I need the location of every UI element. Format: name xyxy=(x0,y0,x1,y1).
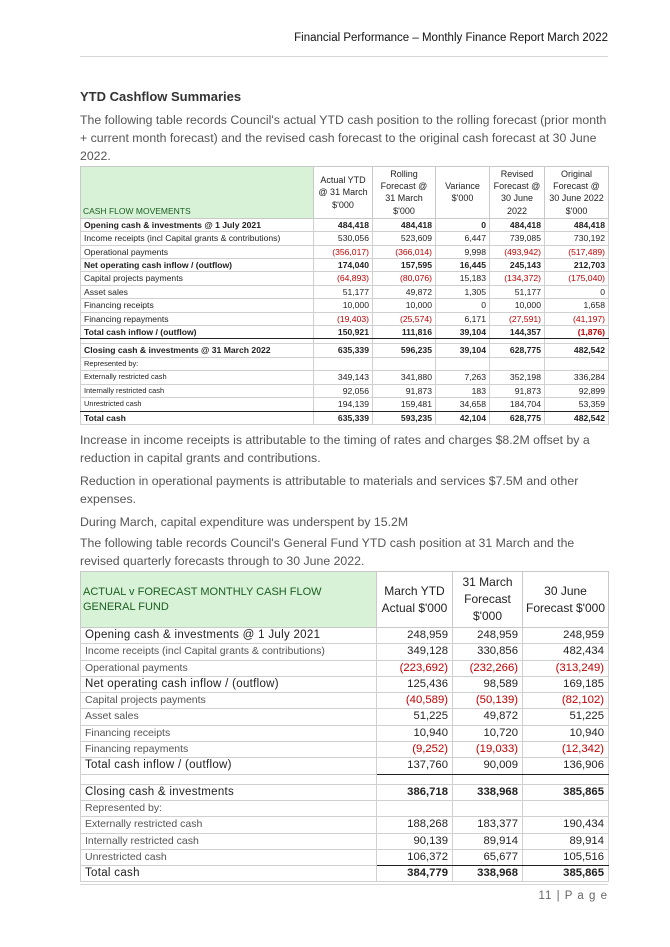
row-label: Internally restricted cash xyxy=(81,833,377,849)
row-label: Net operating cash inflow / (outflow) xyxy=(81,259,314,272)
table1-col-header: Actual YTD @ 31 March $'000 xyxy=(314,167,373,219)
value-cell: (12,342) xyxy=(523,742,609,758)
value-cell xyxy=(523,800,609,816)
table-row xyxy=(81,849,609,865)
intro-paragraph: The following table records Council's actual YTD cash position to the rolling forecast (prior month + current month forecast) and the revised cash forecast to the original cash forecast at 30 June 2022. xyxy=(80,113,607,163)
value-cell: (41,197) xyxy=(545,312,609,325)
value-cell xyxy=(373,357,436,370)
value-cell: 39,104 xyxy=(436,326,490,339)
value-cell: 125,436 xyxy=(377,676,453,692)
row-label: Financing repayments xyxy=(81,742,377,758)
table-row xyxy=(81,259,609,272)
row-label: Financing repayments xyxy=(81,312,314,325)
spacer-cell xyxy=(377,774,453,784)
value-cell: 51,225 xyxy=(377,709,453,725)
value-cell: 484,418 xyxy=(314,218,373,231)
value-cell: 16,445 xyxy=(436,259,490,272)
value-cell: 10,000 xyxy=(314,299,373,312)
table1-col-header: Rolling Forecast @ 31 March $'000 xyxy=(373,167,436,219)
value-cell: 92,056 xyxy=(314,384,373,397)
value-cell xyxy=(453,800,523,816)
value-cell: 49,872 xyxy=(373,285,436,298)
section-title: YTD Cashflow Summaries xyxy=(80,89,242,104)
value-cell: (366,014) xyxy=(373,245,436,258)
value-cell: 15,183 xyxy=(436,272,490,285)
row-label: Financing receipts xyxy=(81,299,314,312)
value-cell: (40,589) xyxy=(377,693,453,709)
income-paragraph: Increase in income receipts is attributable to the timing of rates and charges $8.2M offset by a reduction in capital grants and contributions. xyxy=(80,433,590,465)
row-label: Capital projects payments xyxy=(81,272,314,285)
value-cell xyxy=(545,357,609,370)
value-cell: 593,235 xyxy=(373,411,436,424)
value-cell: 39,104 xyxy=(436,344,490,357)
row-label: Externally restricted cash xyxy=(81,371,314,384)
value-cell: 174,040 xyxy=(314,259,373,272)
row-label: Asset sales xyxy=(81,285,314,298)
value-cell: 730,192 xyxy=(545,232,609,245)
value-cell: 1,658 xyxy=(545,299,609,312)
value-cell: 188,268 xyxy=(377,817,453,833)
table-row xyxy=(81,357,609,370)
table-row xyxy=(81,676,609,692)
table-row xyxy=(81,272,609,285)
value-cell: (50,139) xyxy=(453,693,523,709)
value-cell: 98,589 xyxy=(453,676,523,692)
value-cell: 105,516 xyxy=(523,849,609,865)
value-cell: 183 xyxy=(436,384,490,397)
value-cell: 9,998 xyxy=(436,245,490,258)
table1-label: CASH FLOW MOVEMENTS xyxy=(81,167,314,219)
value-cell: 635,339 xyxy=(314,344,373,357)
value-cell: 184,704 xyxy=(490,398,545,411)
table-row xyxy=(81,245,609,258)
table-row xyxy=(81,628,609,644)
value-cell: (82,102) xyxy=(523,693,609,709)
table-row xyxy=(81,644,609,660)
value-cell: 51,225 xyxy=(523,709,609,725)
value-cell: 352,198 xyxy=(490,371,545,384)
value-cell: 10,720 xyxy=(453,725,523,741)
header-divider xyxy=(80,56,608,57)
row-label: Total cash xyxy=(81,411,314,424)
table-row xyxy=(81,693,609,709)
value-cell: 739,085 xyxy=(490,232,545,245)
row-label: Opening cash & investments @ 1 July 2021 xyxy=(81,218,314,231)
value-cell: (80,076) xyxy=(373,272,436,285)
value-cell: (223,692) xyxy=(377,660,453,676)
value-cell: 212,703 xyxy=(545,259,609,272)
row-label: Financing receipts xyxy=(81,725,377,741)
value-cell: 385,865 xyxy=(523,866,609,882)
row-label: Operational payments xyxy=(81,660,377,676)
table-row xyxy=(81,725,609,741)
value-cell: 482,542 xyxy=(545,411,609,424)
value-cell: 136,906 xyxy=(523,758,609,774)
value-cell: 34,658 xyxy=(436,398,490,411)
table2-col-header: March YTD Actual $'000 xyxy=(377,572,453,628)
value-cell: 89,914 xyxy=(453,833,523,849)
footer-divider xyxy=(80,884,608,885)
value-cell: 159,481 xyxy=(373,398,436,411)
table-row xyxy=(81,866,609,882)
value-cell: 10,940 xyxy=(377,725,453,741)
value-cell: 248,959 xyxy=(523,628,609,644)
row-label: Unrestricted cash xyxy=(81,398,314,411)
value-cell: 0 xyxy=(436,218,490,231)
value-cell: 341,880 xyxy=(373,371,436,384)
value-cell: (493,942) xyxy=(490,245,545,258)
value-cell: 111,816 xyxy=(373,326,436,339)
value-cell: 65,677 xyxy=(453,849,523,865)
spacer-cell xyxy=(523,774,609,784)
value-cell: (19,403) xyxy=(314,312,373,325)
value-cell: (19,033) xyxy=(453,742,523,758)
value-cell xyxy=(436,357,490,370)
value-cell: 6,171 xyxy=(436,312,490,325)
row-label: Internally restricted cash xyxy=(81,384,314,397)
value-cell xyxy=(314,357,373,370)
table-row xyxy=(81,411,609,424)
value-cell: (9,252) xyxy=(377,742,453,758)
spacer-cell xyxy=(453,774,523,784)
table-row xyxy=(81,742,609,758)
general-fund-cashflow-table xyxy=(80,571,609,882)
value-cell: (232,266) xyxy=(453,660,523,676)
table-row xyxy=(81,371,609,384)
value-cell: 51,177 xyxy=(314,285,373,298)
table-row xyxy=(81,784,609,800)
value-cell: 51,177 xyxy=(490,285,545,298)
value-cell: 106,372 xyxy=(377,849,453,865)
row-label: Net operating cash inflow / (outflow) xyxy=(81,676,377,692)
operational-paragraph: Reduction in operational payments is attributable to materials and services $7.5M and other expenses. xyxy=(80,474,579,506)
value-cell: 384,779 xyxy=(377,866,453,882)
table-row xyxy=(81,384,609,397)
value-cell: 190,434 xyxy=(523,817,609,833)
value-cell: 10,000 xyxy=(490,299,545,312)
table-row xyxy=(81,312,609,325)
value-cell: 482,434 xyxy=(523,644,609,660)
value-cell: (1,876) xyxy=(545,326,609,339)
value-cell: 386,718 xyxy=(377,784,453,800)
table-row xyxy=(81,344,609,357)
value-cell: (27,591) xyxy=(490,312,545,325)
value-cell: 248,959 xyxy=(377,628,453,644)
page-number: 11 | P a g e xyxy=(538,890,608,902)
value-cell: 330,856 xyxy=(453,644,523,660)
value-cell: 89,914 xyxy=(523,833,609,849)
value-cell: (134,372) xyxy=(490,272,545,285)
value-cell: 635,339 xyxy=(314,411,373,424)
value-cell: (175,040) xyxy=(545,272,609,285)
row-label: Represented by: xyxy=(81,800,377,816)
value-cell: 484,418 xyxy=(545,218,609,231)
value-cell: 183,377 xyxy=(453,817,523,833)
value-cell: 0 xyxy=(545,285,609,298)
value-cell: 137,760 xyxy=(377,758,453,774)
value-cell: (25,574) xyxy=(373,312,436,325)
spacer-cell xyxy=(81,774,377,784)
value-cell: 1,305 xyxy=(436,285,490,298)
page-header: Financial Performance – Monthly Finance Report March 2022 xyxy=(294,32,608,44)
value-cell: 628,775 xyxy=(490,344,545,357)
value-cell: 6,447 xyxy=(436,232,490,245)
value-cell: 10,940 xyxy=(523,725,609,741)
value-cell: 596,235 xyxy=(373,344,436,357)
value-cell: 10,000 xyxy=(373,299,436,312)
table2-intro-paragraph: The following table records Council's General Fund YTD cash position at 31 March and the revised quarterly forecasts through to 30 June 2022. xyxy=(80,536,575,568)
value-cell: 42,104 xyxy=(436,411,490,424)
row-label: Closing cash & investments @ 31 March 2022 xyxy=(81,344,314,357)
value-cell: 194,139 xyxy=(314,398,373,411)
cashflow-movements-table xyxy=(80,166,609,425)
value-cell: 530,056 xyxy=(314,232,373,245)
value-cell: 92,899 xyxy=(545,384,609,397)
row-label: Externally restricted cash xyxy=(81,817,377,833)
row-label: Total cash inflow / (outflow) xyxy=(81,326,314,339)
value-cell: 523,609 xyxy=(373,232,436,245)
value-cell: 245,143 xyxy=(490,259,545,272)
value-cell: 49,872 xyxy=(453,709,523,725)
table-row xyxy=(81,758,609,774)
value-cell: (64,893) xyxy=(314,272,373,285)
value-cell: 482,542 xyxy=(545,344,609,357)
value-cell: (517,489) xyxy=(545,245,609,258)
value-cell: 90,009 xyxy=(453,758,523,774)
value-cell xyxy=(377,800,453,816)
value-cell: 0 xyxy=(436,299,490,312)
value-cell: 144,357 xyxy=(490,326,545,339)
table-row xyxy=(81,800,609,816)
table-row xyxy=(81,285,609,298)
value-cell: 248,959 xyxy=(453,628,523,644)
capex-paragraph: During March, capital expenditure was underspent by 15.2M xyxy=(80,515,409,529)
table1-col-header: Revised Forecast @ 30 June 2022 xyxy=(490,167,545,219)
value-cell: 7,263 xyxy=(436,371,490,384)
table-row xyxy=(81,326,609,339)
value-cell: 628,775 xyxy=(490,411,545,424)
row-label: Total cash inflow / (outflow) xyxy=(81,758,377,774)
row-label: Opening cash & investments @ 1 July 2021 xyxy=(81,628,377,644)
value-cell: 484,418 xyxy=(373,218,436,231)
value-cell: 150,921 xyxy=(314,326,373,339)
value-cell: 338,968 xyxy=(453,866,523,882)
row-label: Unrestricted cash xyxy=(81,849,377,865)
value-cell: 91,873 xyxy=(490,384,545,397)
row-label: Closing cash & investments xyxy=(81,784,377,800)
row-label: Total cash xyxy=(81,866,377,882)
table2-label: ACTUAL v FORECAST MONTHLY CASH FLOW GENERAL FUND xyxy=(81,572,377,628)
table-row xyxy=(81,817,609,833)
row-label: Capital projects payments xyxy=(81,693,377,709)
row-label: Asset sales xyxy=(81,709,377,725)
value-cell: (313,249) xyxy=(523,660,609,676)
value-cell: 484,418 xyxy=(490,218,545,231)
table-row xyxy=(81,833,609,849)
table1-col-header: Original Forecast @ 30 June 2022 $'000 xyxy=(545,167,609,219)
row-label: Income receipts (incl Capital grants & contributions) xyxy=(81,232,314,245)
table1-col-header: Variance $'000 xyxy=(436,167,490,219)
value-cell: (356,017) xyxy=(314,245,373,258)
value-cell: 91,873 xyxy=(373,384,436,397)
table2-col-header: 31 March Forecast $'000 xyxy=(453,572,523,628)
table-row xyxy=(81,218,609,231)
row-label: Operational payments xyxy=(81,245,314,258)
row-label: Represented by: xyxy=(81,357,314,370)
table-row xyxy=(81,660,609,676)
value-cell xyxy=(490,357,545,370)
table-row xyxy=(81,398,609,411)
value-cell: 349,143 xyxy=(314,371,373,384)
value-cell: 336,284 xyxy=(545,371,609,384)
row-label: Income receipts (incl Capital grants & contributions) xyxy=(81,644,377,660)
table-row xyxy=(81,232,609,245)
value-cell: 169,185 xyxy=(523,676,609,692)
table-row xyxy=(81,299,609,312)
table-row xyxy=(81,709,609,725)
spacer-row xyxy=(81,774,609,784)
value-cell: 385,865 xyxy=(523,784,609,800)
value-cell: 338,968 xyxy=(453,784,523,800)
value-cell: 90,139 xyxy=(377,833,453,849)
table2-col-header: 30 June Forecast $'000 xyxy=(523,572,609,628)
value-cell: 157,595 xyxy=(373,259,436,272)
value-cell: 53,359 xyxy=(545,398,609,411)
value-cell: 349,128 xyxy=(377,644,453,660)
